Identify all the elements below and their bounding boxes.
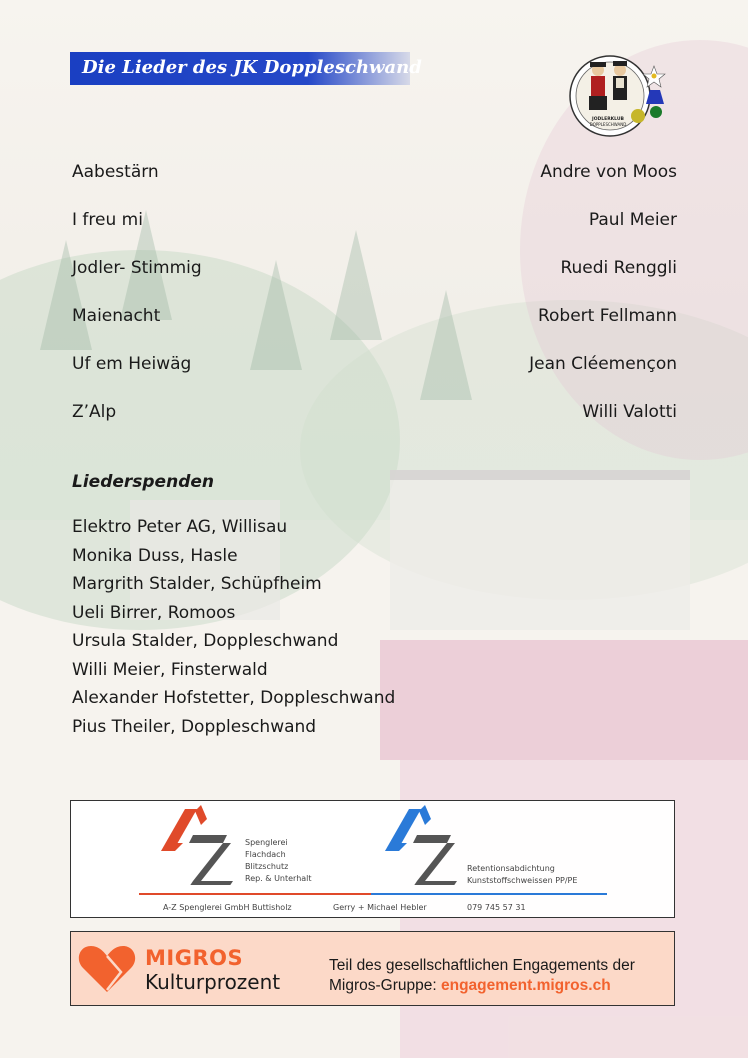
song-title: Maienacht — [72, 306, 161, 326]
red-divider — [139, 893, 371, 895]
club-logo — [568, 52, 672, 140]
kulturprozent-label: Kulturprozent — [145, 970, 281, 994]
song-row — [72, 306, 677, 354]
az-right-services — [467, 863, 577, 887]
song-title: Uf em Heiwäg — [72, 354, 192, 374]
song-composer: Andre von Moos — [540, 162, 677, 182]
song-composer: Jean Cléemençon — [529, 354, 677, 374]
heart-icon — [77, 944, 137, 994]
donor-item: Margrith Stalder, Schüpfheim — [72, 574, 322, 594]
song-composer: Robert Fellmann — [537, 306, 677, 326]
az-owners: Gerry + Michael Hebler — [333, 903, 427, 912]
song-row — [72, 162, 677, 210]
song-row — [72, 258, 677, 306]
donor-list — [72, 515, 395, 743]
song-title: I freu mi — [72, 210, 143, 230]
song-row — [72, 402, 677, 450]
migros-description — [329, 956, 635, 996]
donor-item: Ursula Stalder, Doppleschwand — [72, 631, 339, 651]
service-label: Rep. & Unterhalt — [245, 874, 312, 883]
migros-logo-text: MIGROS — [145, 946, 244, 970]
az-spenglerei-ad — [70, 800, 675, 918]
migros-link[interactable]: engagement.migros.ch — [440, 977, 611, 994]
migros-kulturprozent-ad — [70, 931, 675, 1006]
song-title: Aabestärn — [72, 162, 159, 182]
az-company: A-Z Spenglerei GmbH Buttisholz — [163, 903, 292, 912]
song-row — [72, 210, 677, 258]
donor-item: Monika Duss, Hasle — [72, 545, 238, 566]
blue-divider — [371, 893, 607, 895]
service-label: Flachdach — [245, 850, 286, 859]
song-row — [72, 354, 677, 402]
song-composer: Ruedi Renggli — [560, 258, 677, 278]
az-phone: 079 745 57 31 — [467, 903, 526, 912]
song-list — [72, 162, 677, 450]
donor-item: Elektro Peter AG, Willisau — [72, 517, 288, 537]
song-composer: Willi Valotti — [582, 402, 677, 422]
donations-heading: Liederspenden — [72, 472, 214, 492]
az-red-logo-icon — [161, 805, 237, 885]
donor-item: Ueli Birrer, Romoos — [72, 602, 236, 623]
title-banner — [70, 52, 422, 85]
service-label: Retentionsabdichtung — [467, 864, 555, 873]
migros-text-line: Teil des gesellschaftlichen Engagements der — [329, 957, 635, 974]
svg-text:JODLERKLUB: JODLERKLUB — [592, 117, 624, 122]
donor-item: Pius Theiler, Doppleschwand — [72, 716, 317, 737]
migros-text-prefix: Migros-Gruppe: — [329, 977, 441, 994]
migros-text-line2 — [329, 976, 635, 996]
donor-item: Alexander Hofstetter, Doppleschwand — [72, 688, 396, 708]
service-label: Blitzschutz — [245, 862, 289, 871]
song-title: Z’Alp — [72, 402, 117, 422]
az-blue-logo-icon — [385, 805, 461, 885]
az-left-services — [245, 837, 312, 885]
donor-item: Willi Meier, Finsterwald — [72, 659, 268, 680]
song-composer: Paul Meier — [588, 210, 677, 230]
page-title: Die Lieder des JK Doppleschwand — [82, 57, 422, 78]
svg-text:DOPPLESCHWAND: DOPPLESCHWAND — [589, 122, 627, 127]
song-title: Jodler- Stimmig — [72, 258, 202, 278]
service-label: Spenglerei — [245, 838, 288, 847]
service-label: Kunststoffschweissen PP/PE — [467, 876, 578, 885]
